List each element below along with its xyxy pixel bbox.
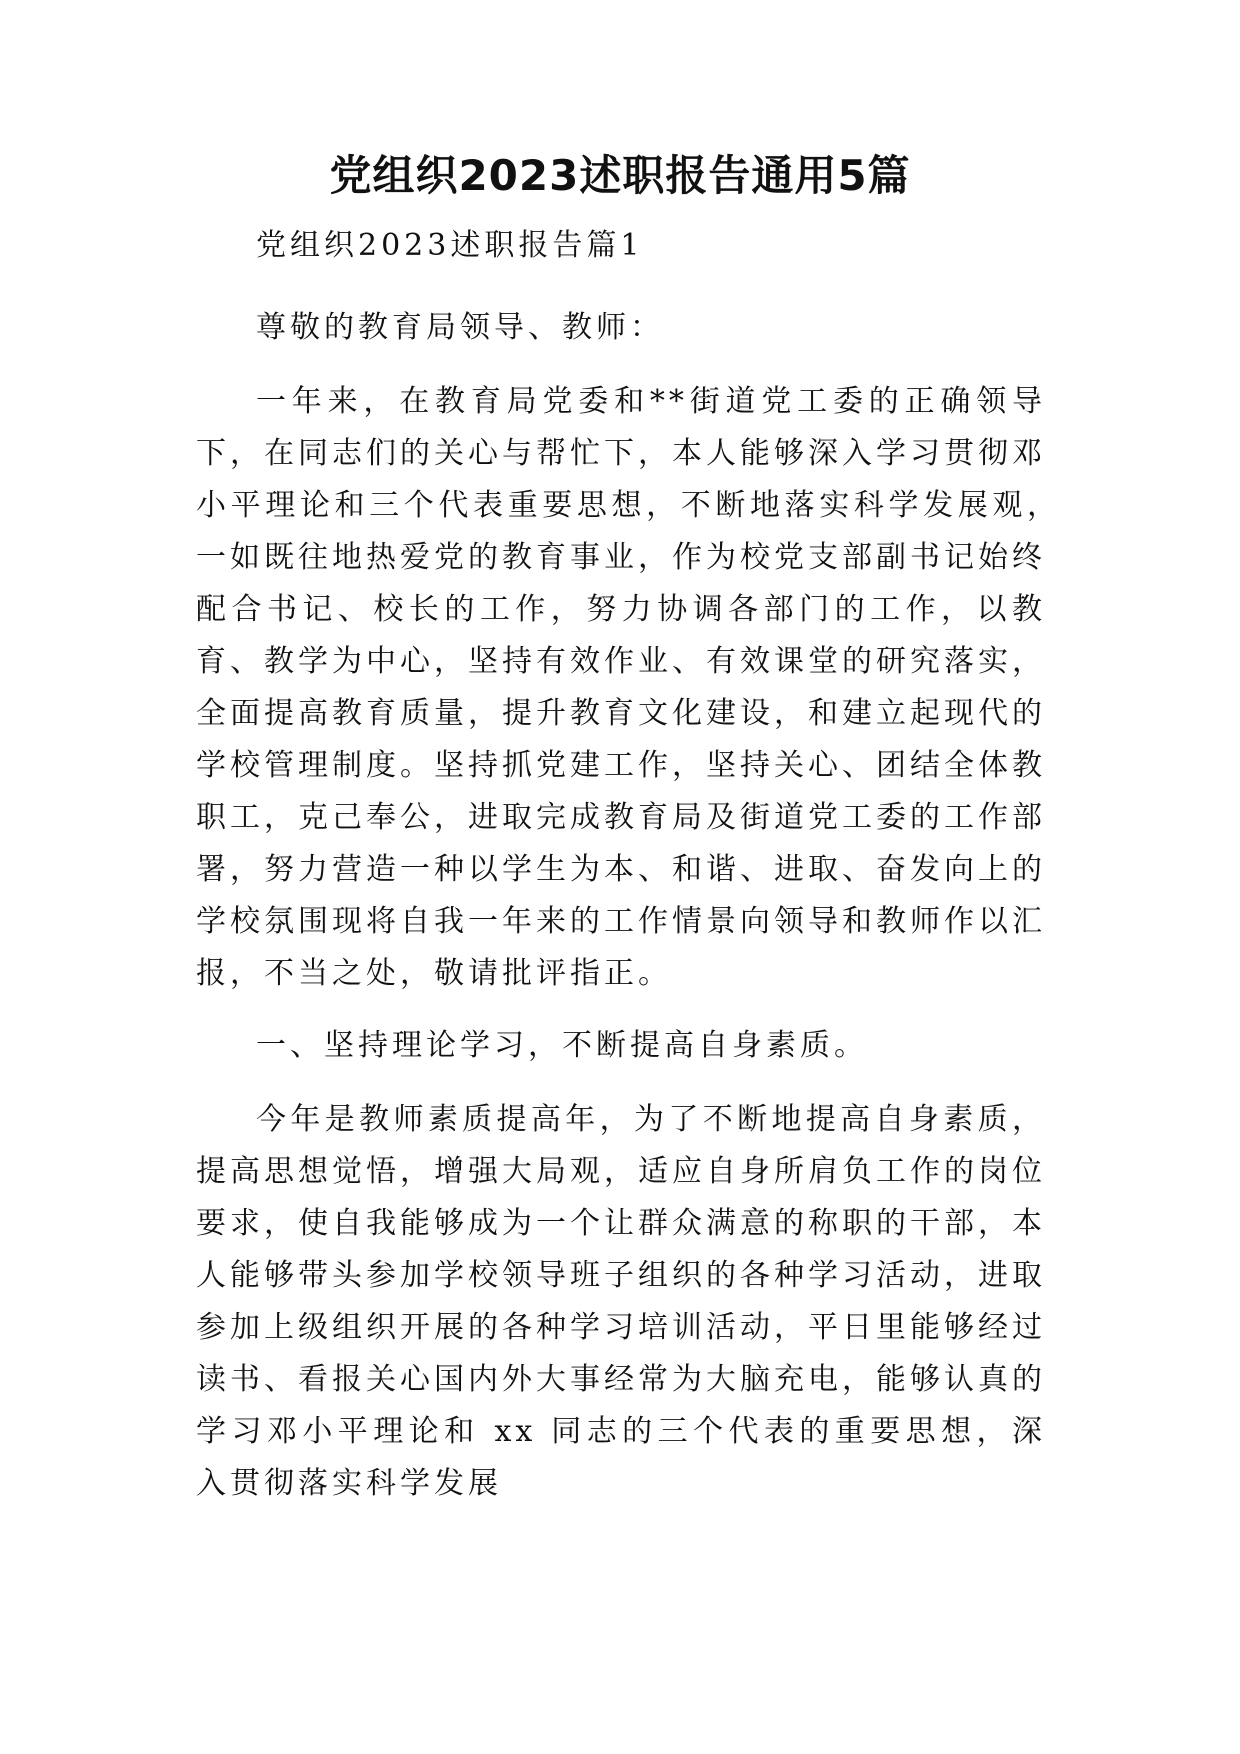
document-title: 党组织2023述职报告通用5篇 [329,151,911,200]
article-subtitle: 党组织2023述职报告篇1 [256,228,644,263]
paragraph-1: 一年来，在教育局党委和**街道党工委的正确领导下，在同志们的关心与帮忙下，本人能够深入学习贯彻邓小平理论和三个代表重要思想，不断地落实科学发展观， 一如既往地热爱党的教育事业，作为校党支部副书记始终配合书记、校长的工作，努力协调各部门的工作，以教育、教学为中心，坚持有效作业、有效课堂的研究落实，全面提高教育质量，提升教育文化建设，和建立起现代的学校管理制度。坚持抓党建工作，坚持关心、团结全体教职工，克己奉公，进取完成教育局及街道党工委的工作部署，努力营造一种以学生为本、和谐、进取、奋发向上的学校氛围现将自我一年来的工作情景向领导和教师作以汇报，不当之处，敬请批评指正。 [196,384,1080,991]
salutation: 尊敬的教育局领导、教师： [256,310,664,345]
paragraph-2: 今年是教师素质提高年，为了不断地提高自身素质，提高思想觉悟，增强大局观，适应自身所肩负工作的岗位要求，使自我能够成为一个让群众满意的称职的干部，本人能够带头参加学校领导班子组织的各种学习活动，进取参加上级组织开展的各种学习培训活动，平日里能够经过读书、看报关心国内外大事经常为大脑充电，能够认真的学习邓小平理论和 xx 同志的三个代表的重要思想，深入贯彻落实科学发展 [196,1102,1046,1501]
document-body [196,220,1080,1510]
section-heading-1: 一、坚持理论学习，不断提高自身素质。 [256,1028,868,1063]
